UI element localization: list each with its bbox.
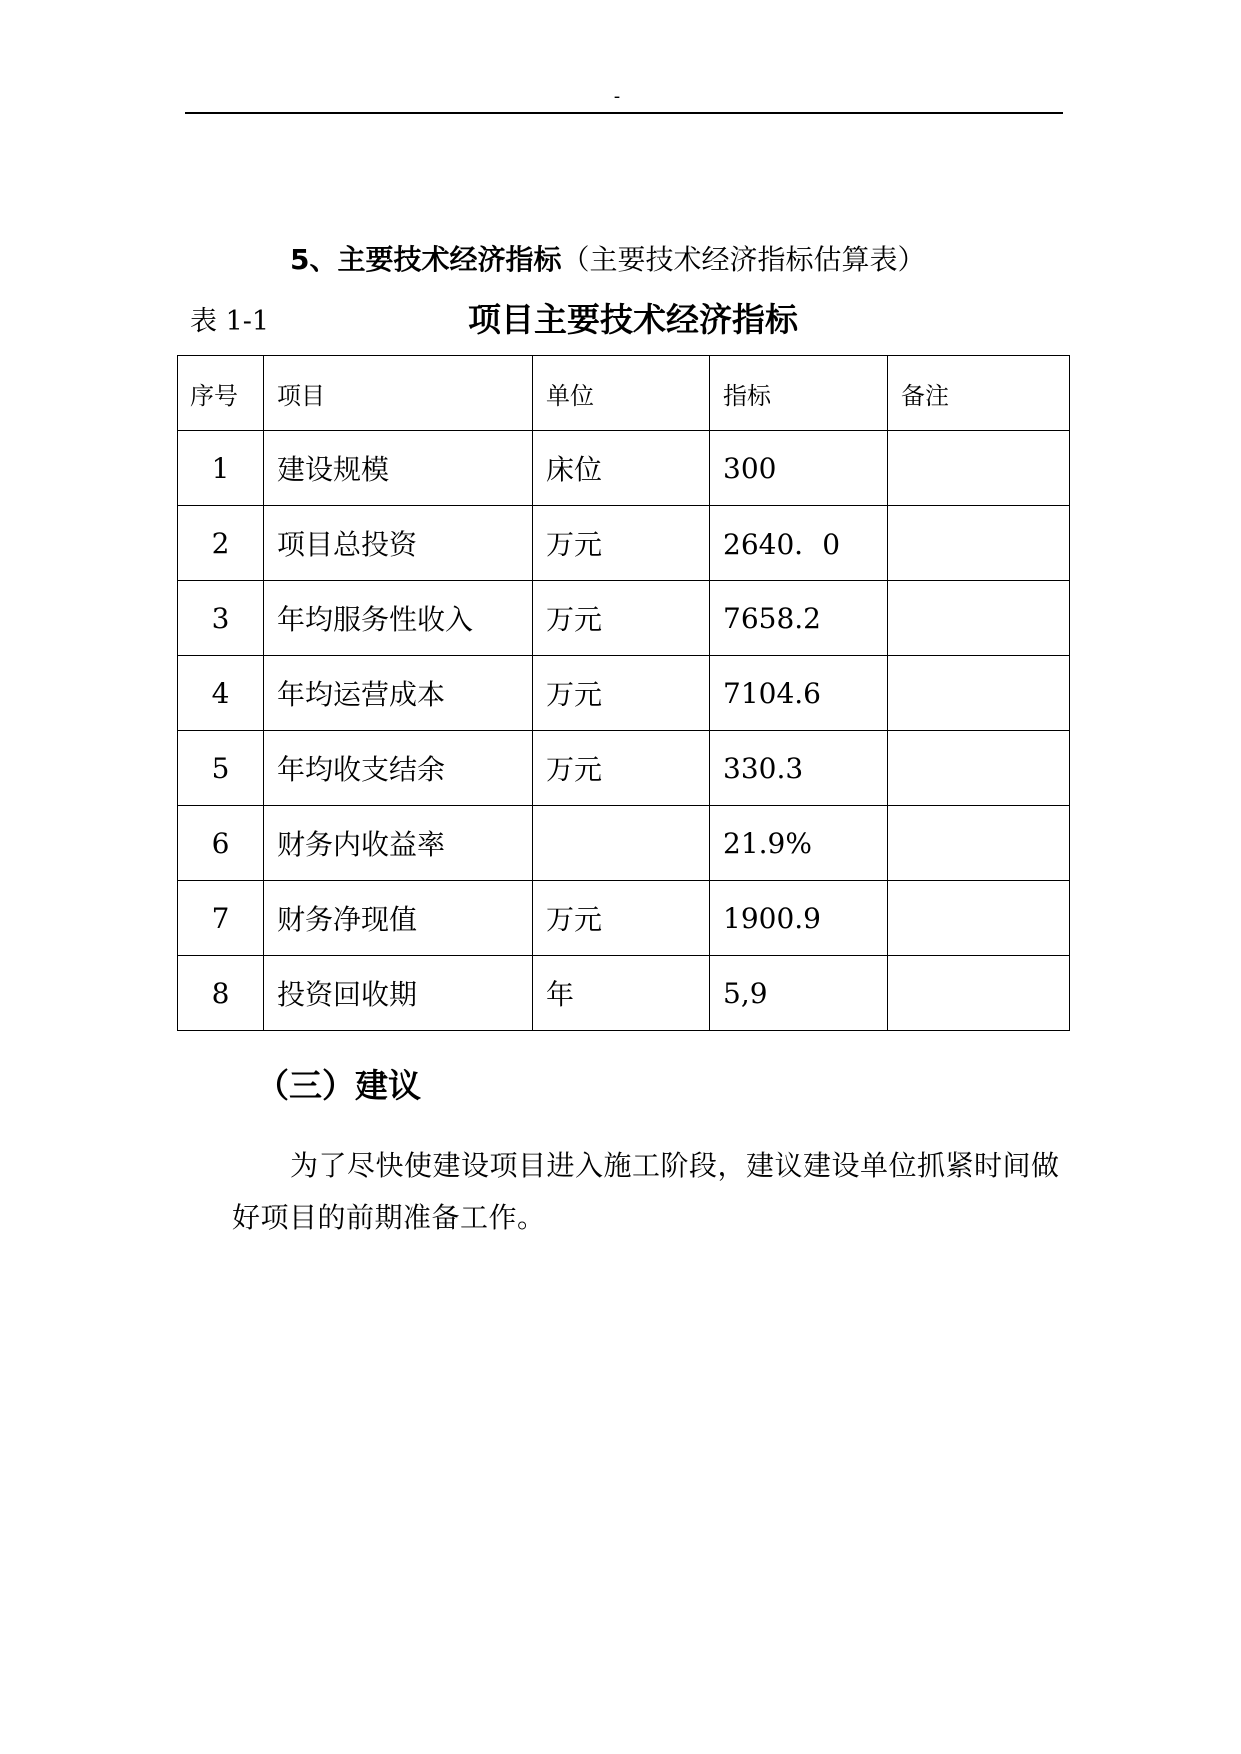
cell-item: 年均运营成本: [264, 656, 533, 731]
cell-seq: 8: [178, 956, 264, 1031]
table-row: [178, 581, 1070, 656]
header-cell-unit: 单位: [533, 356, 710, 431]
cell-item: 财务内收益率: [264, 806, 533, 881]
cell-indicator: 5,9: [710, 956, 888, 1031]
cell-seq: 4: [178, 656, 264, 731]
cell-seq: 6: [178, 806, 264, 881]
cell-seq: 5: [178, 731, 264, 806]
cell-unit: 年: [533, 956, 710, 1031]
header-cell-remark: 备注: [888, 356, 1070, 431]
cell-remark: [888, 656, 1070, 731]
cell-seq: 7: [178, 881, 264, 956]
cell-indicator: 300: [710, 431, 888, 506]
suggestion-paragraph: 为了尽快使建设项目进入施工阶段，建议建设单位抓紧时间做好项目的前期准备工作。: [232, 1149, 1060, 1234]
cell-remark: [888, 956, 1070, 1031]
cell-remark: [888, 506, 1070, 581]
cell-indicator: 21.9%: [710, 806, 888, 881]
header-mark: -: [613, 86, 621, 107]
cell-unit: [533, 806, 710, 881]
cell-seq: 2: [178, 506, 264, 581]
cell-indicator: 2640．0: [710, 506, 888, 581]
cell-remark: [888, 731, 1070, 806]
cell-unit: 万元: [533, 581, 710, 656]
cell-remark: [888, 881, 1070, 956]
cell-unit: 万元: [533, 506, 710, 581]
cell-indicator: 330.3: [710, 731, 888, 806]
indicators-table: [177, 355, 1070, 1031]
cell-unit: 万元: [533, 731, 710, 806]
cell-item: 年均服务性收入: [264, 581, 533, 656]
cell-item: 年均收支结余: [264, 731, 533, 806]
header-cell-item: 项目: [264, 356, 533, 431]
table-row: [178, 656, 1070, 731]
suggestion-heading: （三）建议: [256, 1066, 421, 1105]
cell-seq: 1: [178, 431, 264, 506]
table-row: [178, 806, 1070, 881]
header-cell-seq: 序号: [178, 356, 264, 431]
table-row: [178, 881, 1070, 956]
cell-indicator: 7104.6: [710, 656, 888, 731]
table-title: 项目主要技术经济指标: [468, 300, 798, 339]
cell-item: 财务净现值: [264, 881, 533, 956]
cell-item: 建设规模: [264, 431, 533, 506]
header-rule: [185, 112, 1063, 114]
section-subtitle: （主要技术经济指标估算表）: [561, 243, 926, 276]
section-number-title: 5、主要技术经济指标: [290, 243, 562, 276]
cell-remark: [888, 431, 1070, 506]
table-row: [178, 731, 1070, 806]
cell-remark: [888, 581, 1070, 656]
cell-remark: [888, 806, 1070, 881]
table-label: 表 1-1: [190, 306, 270, 337]
cell-indicator: 1900.9: [710, 881, 888, 956]
table-header-row: [178, 356, 1070, 431]
cell-unit: 床位: [533, 431, 710, 506]
cell-unit: 万元: [533, 656, 710, 731]
header-cell-indicator: 指标: [710, 356, 888, 431]
table-row: [178, 431, 1070, 506]
cell-item: 投资回收期: [264, 956, 533, 1031]
cell-seq: 3: [178, 581, 264, 656]
table-row: [178, 956, 1070, 1031]
cell-item: 项目总投资: [264, 506, 533, 581]
cell-unit: 万元: [533, 881, 710, 956]
table-body: [178, 356, 1070, 1031]
table-row: [178, 506, 1070, 581]
section-heading: [290, 238, 926, 282]
cell-indicator: 7658.2: [710, 581, 888, 656]
